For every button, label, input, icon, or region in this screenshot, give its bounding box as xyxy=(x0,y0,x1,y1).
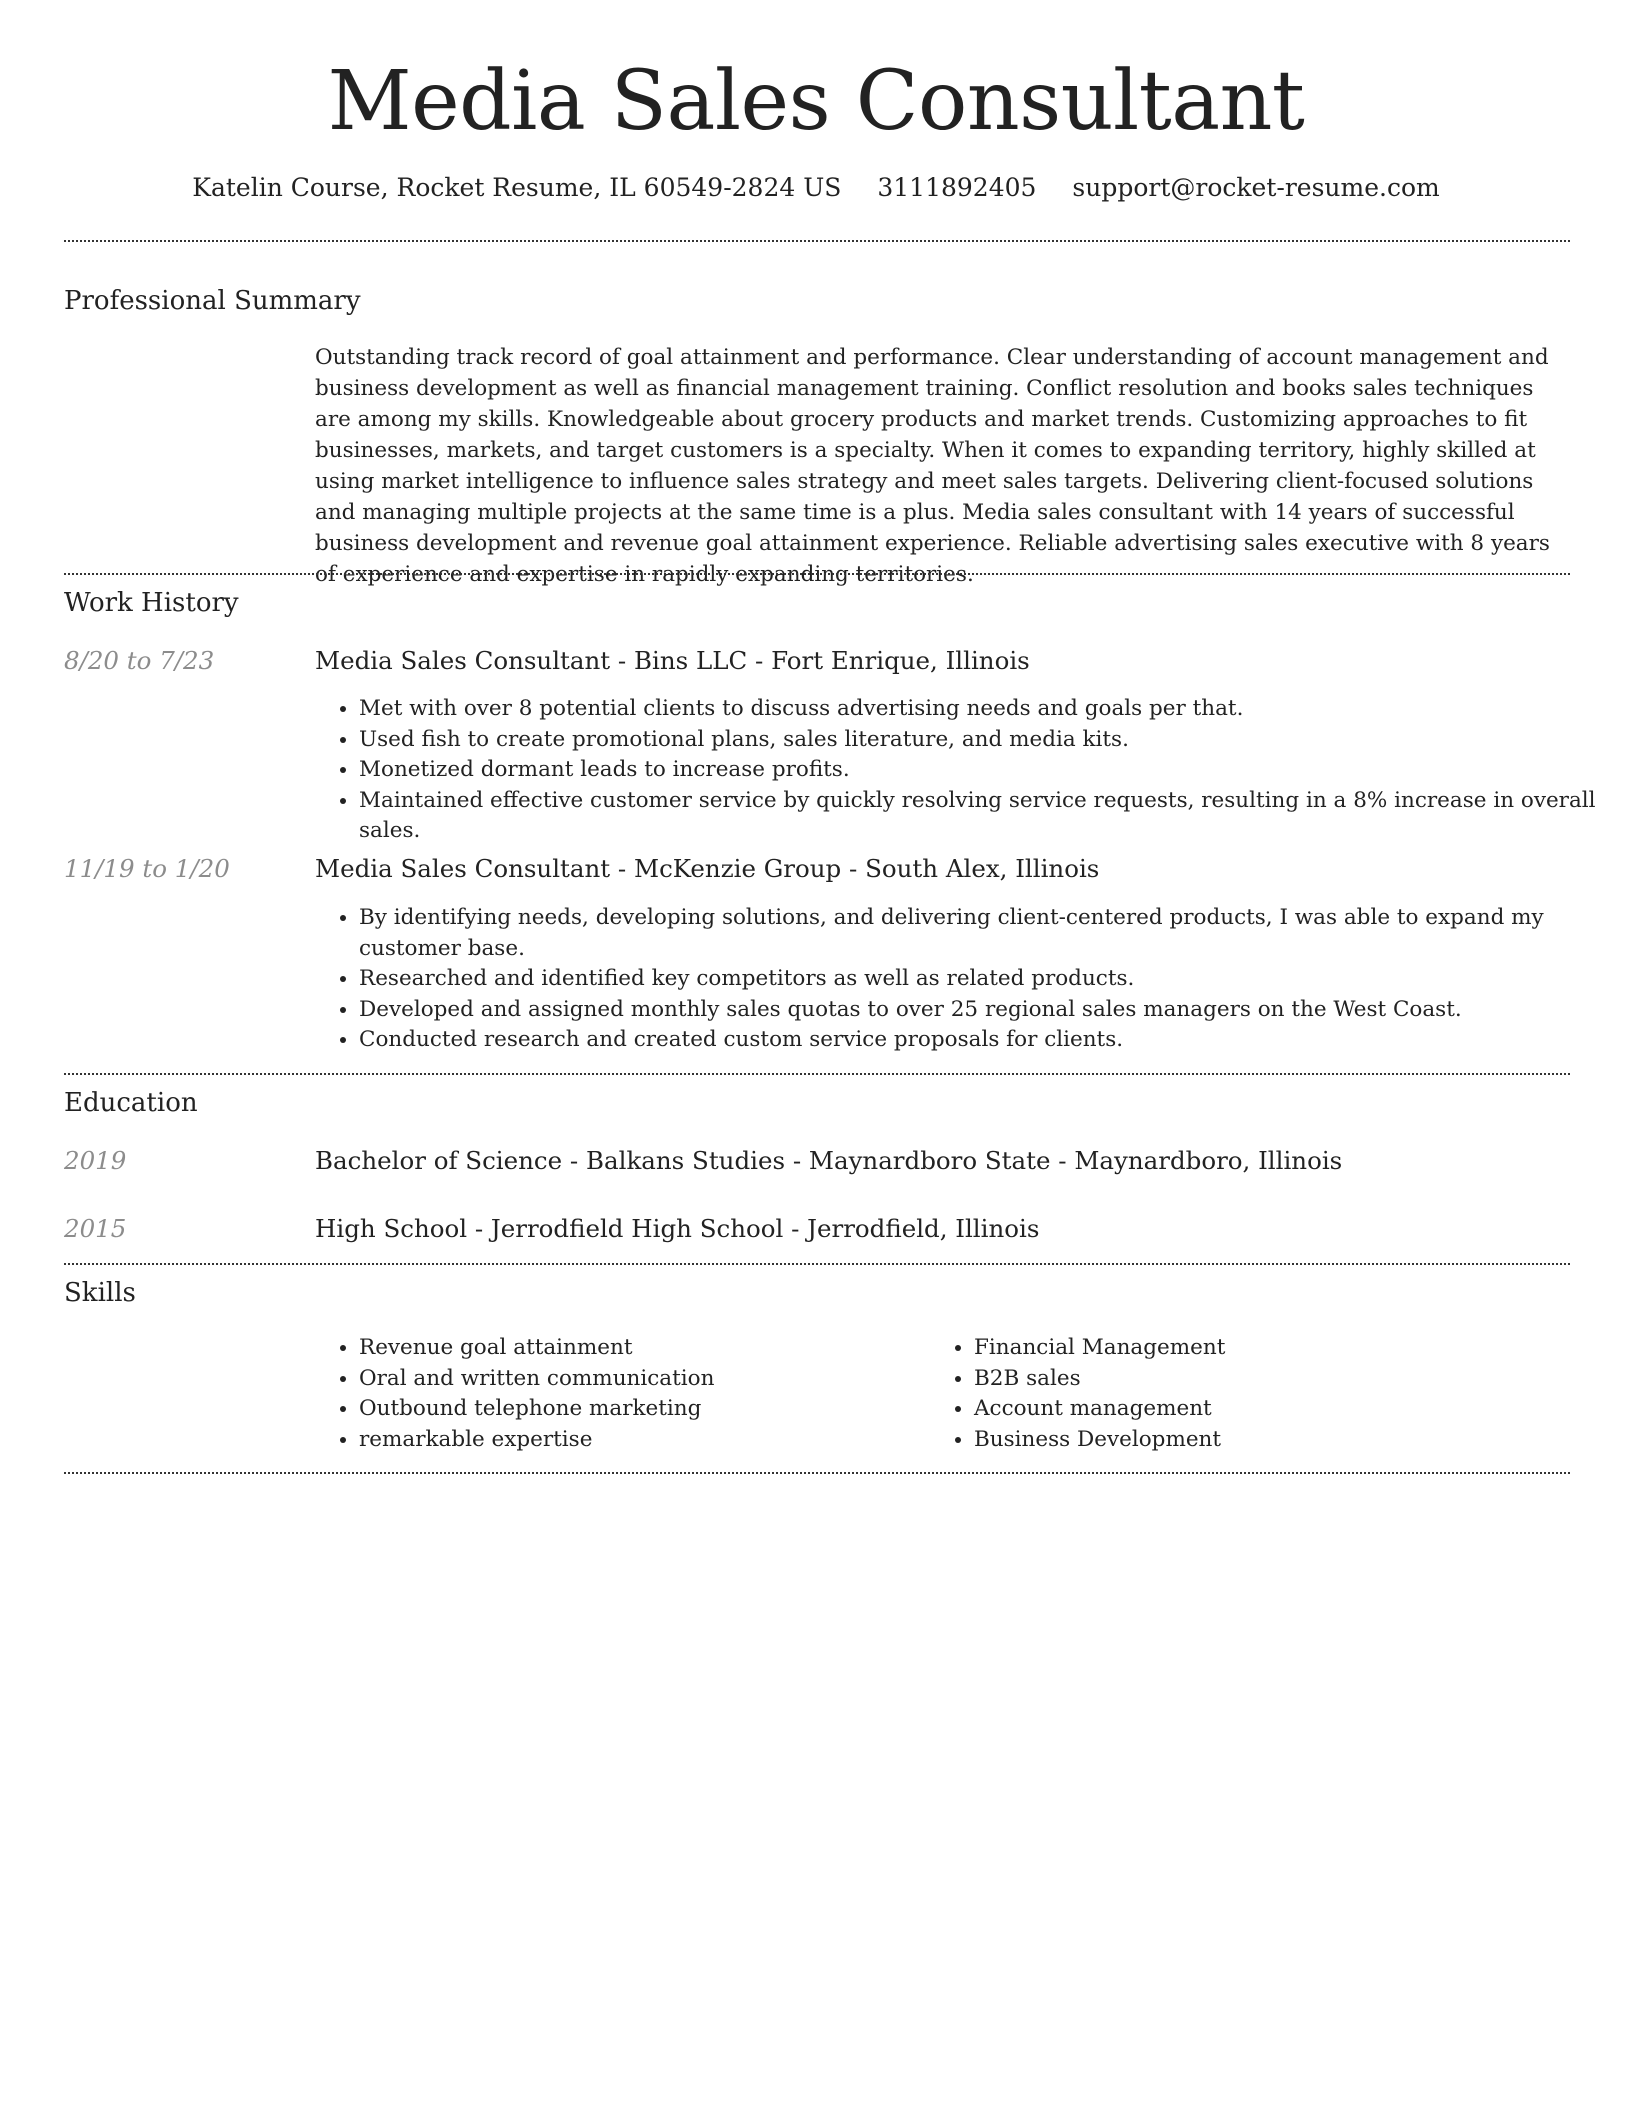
job-title: Media Sales Consultant - Bins LLC - Fort Enrique, Illinois xyxy=(315,646,1030,675)
skill-item: • Outbound telephone marketing xyxy=(359,1394,959,1425)
job-bullet: • Monetized dormant leads to increase profits. xyxy=(359,755,1614,786)
job-dates: 8/20 to 7/23 xyxy=(64,646,215,675)
skills-list-left xyxy=(315,1333,959,1455)
job-bullet: • Conducted research and created custom service proposals for clients. xyxy=(359,1025,1614,1056)
education-degree: High School - Jerrodfield High School - Jerrodfield, Illinois xyxy=(315,1214,1040,1243)
contact-email: support@rocket-resume.com xyxy=(1072,173,1440,202)
job-bullet: • Maintained effective customer service by quickly resolving service requests, resulting in a 8% increase in overall sales. xyxy=(359,786,1614,847)
skills-list-right xyxy=(930,1333,1574,1455)
contact-address: Katelin Course, Rocket Resume, IL 60549-2824 US xyxy=(192,173,842,202)
skill-item: • Business Development xyxy=(974,1425,1574,1456)
divider xyxy=(64,1263,1570,1265)
job-bullet: • Researched and identified key competitors as well as related products. xyxy=(359,964,1614,995)
contact-line xyxy=(0,170,1632,206)
job-bullets xyxy=(315,694,1614,847)
contact-phone: 3111892405 xyxy=(877,173,1037,202)
education-heading: Education xyxy=(64,1088,198,1118)
skill-item: • remarkable expertise xyxy=(359,1425,959,1456)
skill-item: • Revenue goal attainment xyxy=(359,1333,959,1364)
job-bullets xyxy=(315,903,1614,1056)
divider xyxy=(64,240,1570,242)
summary-heading: Professional Summary xyxy=(64,286,361,316)
job-title: Media Sales Consultant - McKenzie Group - South Alex, Illinois xyxy=(315,854,1100,883)
summary-text: Outstanding track record of goal attainment and performance. Clear understanding of account management and business development as well as financial management training. Conflict resolution and books sales techniques are among my skills. Knowledgeable about grocery products and market trends. Customizing approaches to fit businesses, markets, and target customers is a specialty. When it comes to expanding territory, highly skilled at using market intelligence to influence sales strategy and meet sales targets. Delivering client-focused solutions and managing multiple projects at the same time is a plus. Media sales consultant with 14 years of successful business development and revenue goal attainment experience. Reliable advertising sales executive with 8 years of experience and expertise in rapidly expanding territories. xyxy=(315,345,1550,587)
job-dates: 11/19 to 1/20 xyxy=(64,854,230,883)
job-bullet: • Met with over 8 potential clients to discuss advertising needs and goals per that. xyxy=(359,694,1614,725)
skill-item: • Oral and written communication xyxy=(359,1364,959,1395)
divider xyxy=(64,1073,1570,1075)
education-year: 2019 xyxy=(64,1146,127,1175)
job-bullet: • By identifying needs, developing solutions, and delivering client-centered products, I was able to expand my customer base. xyxy=(359,903,1614,964)
work-history-heading: Work History xyxy=(64,588,239,618)
skill-item: • B2B sales xyxy=(974,1364,1574,1395)
education-degree: Bachelor of Science - Balkans Studies - Maynardboro State - Maynardboro, Illinois xyxy=(315,1146,1343,1175)
skill-item: • Account management xyxy=(974,1394,1574,1425)
divider xyxy=(64,573,1570,575)
job-bullet: • Used fish to create promotional plans, sales literature, and media kits. xyxy=(359,725,1614,756)
job-bullet: • Developed and assigned monthly sales quotas to over 25 regional sales managers on the West Coast. xyxy=(359,995,1614,1026)
divider xyxy=(64,1472,1570,1474)
skills-heading: Skills xyxy=(64,1278,136,1308)
resume-title: Media Sales Consultant xyxy=(327,54,1305,149)
skill-item: • Financial Management xyxy=(974,1333,1574,1364)
education-year: 2015 xyxy=(64,1214,127,1243)
